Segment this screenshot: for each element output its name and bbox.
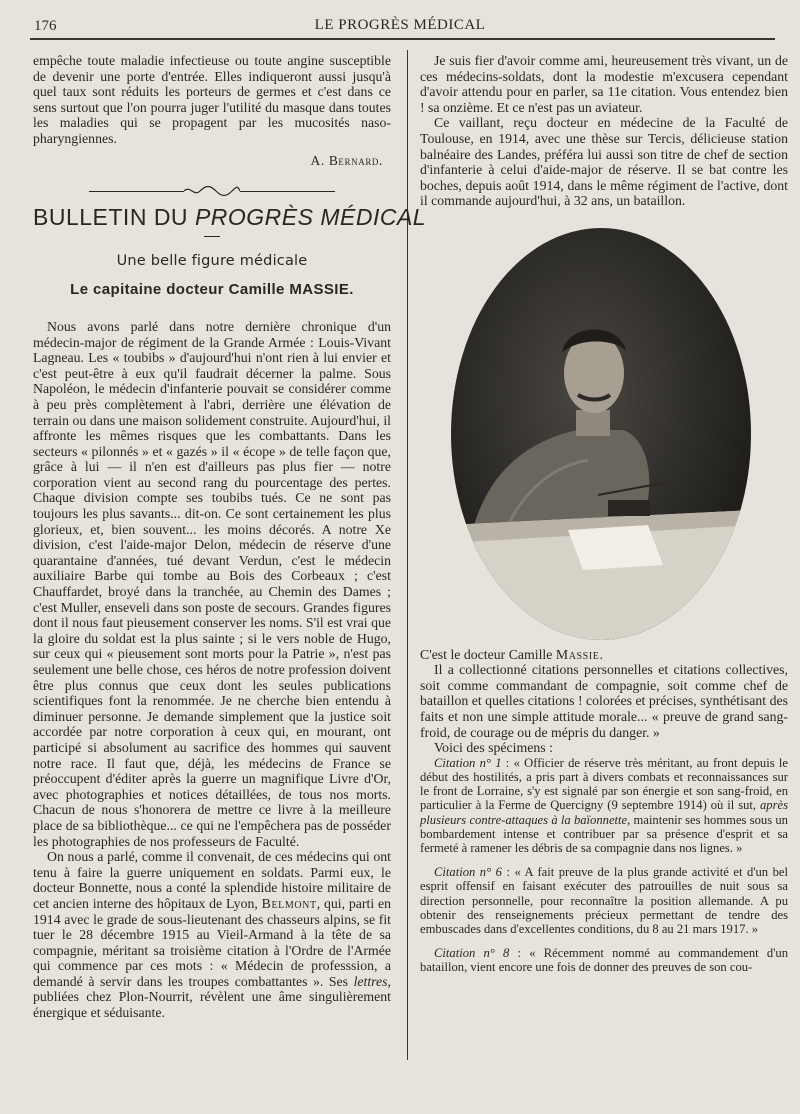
author-signature: A. Bernard. [310, 152, 383, 168]
ornament-divider [33, 184, 391, 198]
right-paragraph-3: Il a collectionné citations personnelles et citations collectives, soit comme commandant de compagnie, soit comme chef de bataillon et quelles citations ! colorées et précises, synthétisant des faits et non une simple attitude morale... « preuve de grand sang-froid, de courage ou de mépris du danger. » [420, 662, 788, 740]
intro-paragraph: empêche toute maladie infectieuse ou toute angine susceptible de devenir une porte d'entrée. Elles indiqueront aussi jusqu'à quel taux sont réduits les porteurs de germes et c'est dans ce sens surtout que l'on pourra juger l'utilité du masque dans toutes les maladies qui se propagent par les mucosités naso-pharyngiennes. [33, 53, 391, 146]
header-rule [30, 38, 775, 40]
portrait-photo [448, 225, 754, 643]
article-title: Le capitaine docteur Camille MASSIE. [70, 281, 354, 299]
left-column [33, 53, 427, 1021]
person-name-belmont: Belmont [261, 895, 317, 911]
article-paragraph-2: On nous a parlé, comme il convenait, de ces médecins qui ont tenu à faire la guerre uniquement en soldats. Parmi eux, le docteur Bonnette, nous a conté la splendide histoire militaire de cet ancien interne des hôpitaux de Lyon, Belmont, qui, parti en 1914 avec le grade de sous-lieutenant des chasseurs alpins, se fit tuer le 28 décembre 1915 au Vieil-Armand à la tête de sa compagnie, méritant sa troisième citation à l'Ordre de l'Armée qui commence par ces mots : « Médecin de professsion, a demandé à servir dans les troupes combattantes ». Ses lettres, publiées chez Plon-Nourrit, révèlent une âme singulièrement énergique et séduisante. [33, 849, 391, 1021]
right-paragraph-1: Je suis fier d'avoir comme ami, heureusement très vivant, un de ces médecins-soldats, dont la modestie m'excusera cependant d'avoir attendu pour en parler, sa 11e citation. Vous entendez bien ! sa onzième. Et ce n'est pas un aviateur. [420, 53, 788, 115]
column-divider [407, 50, 408, 1060]
specimens-lead: Voici des spécimens : [434, 740, 553, 756]
citation-8: Citation n° 8 : « Récemment nommé au commandement d'un bataillon, vient encore une fois de donner des preuves de son cou- [420, 946, 788, 975]
article-paragraph-1: Nous avons parlé dans notre dernière chronique d'un médecin-major de régiment de la Grande Armée : Louis-Vivant Lagneau. Les « toubibs » d'aujourd'hui n'ont rien à lui envier et c'est peut-être à eux qu'il faudrait décerner la palme. Sous Napoléon, le médecin d'infanterie pouvait se considérer comme à peu près complètement à l'abri, derrière une élévation de terrain ou dans une maison solidement construite. Aujourd'hui, il affronte les mêmes risques que les combattants. Dans les secteurs « pilonnés » et « gazés » il « écope » de telle façon que, grâce à lui — il n'en est d'ailleurs pas plus fier — notre corporation vient au second rang du pourcentage des pertes. Chaque division compte ses toubibs tués. Ce ne sont pas toujours les plus savants... dit-on. Ce sont certainement les plus glorieux, et, bien souvent... les moins décorés. A notre Xe division, c'est l'aide-major Delon, médecin de réserve d'une quarantaine d'années, tué devant Verdun, c'est le médecin auxiliaire Barbe qui tombe au Bois des Corbeaux ; c'est Chauffardet, broyé dans la tranchée, au Chemin des Dames ; c'est Muller, enseveli dans son poste de secours. Grandes figures dont il nous faut pieusement conserver les noms. S'il est vrai que la gloire du soldat est la plus sainte ; si le vers noble de Hugo, sur ceux qui « pieusement sont morts pour la Patrie », n'est pas seulement une belle chose, ces héros de notre profession doivent être plus connus que ceux dont les seules publications scientifiques font la renommée. Je ne cherche bien entendu à diminuer personne. Je demande simplement que la justice soit accordée par notre corporation à ceux qui, en mourant, ont participé si absolument au sacrifice des hommes qui sauvent notre race. Il faut que, déjà, les médecins de France se préoccupent d'éditer après la guerre un magnifique Livre d'Or, avec photographies et notices détaillées, de tous nos morts. Chacun de nous s'honorera de mettre ce livre à la meilleure place de sa bibliothèque... ce qui ne l'empêchera pas de posséder les photographies de nos professeurs de Faculté. [33, 318, 391, 849]
page-header [30, 16, 770, 38]
article-title-name: MASSIE [289, 281, 350, 299]
letters-reference: lettres [353, 973, 388, 989]
caption-name: Massie [555, 646, 600, 662]
running-title: LE PROGRÈS MÉDICAL [314, 17, 486, 33]
citation-1: Citation n° 1 : « Officier de réserve très méritant, au front depuis le début des hostilités, a pris part à divers combats et reconnaissances sur le front de Lorraine, s'y est signalé par son énergie et son sang-froid, en particulier à la Ferme de Quercigny (9 septembre 1914) où il sut, après plusieurs contre-attaques à la baïonnette, maintenir ses hommes sous un bombardement intense et contribuer par sa présence d'esprit et sa fermeté à ramener les débris de sa compagnie dans nos lignes. » [420, 755, 788, 855]
bulletin-title-journal: PROGRÈS MÉDICAL [194, 204, 427, 231]
title-rule [204, 236, 220, 237]
citation-label: Citation n° 8 [434, 946, 510, 961]
portrait-caption: C'est le docteur Camille Massie. [420, 646, 603, 662]
right-column [420, 53, 788, 975]
page-number: 176 [34, 18, 57, 34]
squiggle-ornament-icon [184, 185, 240, 197]
citation-label: Citation n° 1 [434, 755, 502, 770]
right-paragraph-2: Ce vaillant, reçu docteur en médecine de la Faculté de Toulouse, en 1914, avec une thèse sur Tercis, délicieuse station balnéaire des Landes, préféra lui aussi son titre de chef de section d'infanterie à celui d'aide-major de réserve. Il se bat contre les boches, depuis août 1914, dans le même régiment de l'active, dont il commande aujourd'hui, à 32 ans, un bataillon. [420, 115, 788, 209]
citation-6: Citation n° 6 : « A fait preuve de la plus grande activité et d'un bel esprit offensif en faisant exécuter des patrouilles de nuit sous sa direction personnelle, pour reconnaître la position allemande. A pu obtenir des renseignements précieux permettant de tendre des embuscades dans d'excellentes conditions, du 8 au 21 mars 1917. » [420, 865, 788, 936]
bulletin-title: BULLETIN DU PROGRÈS MÉDICAL [33, 204, 427, 231]
section-subtitle: Une belle figure médicale [116, 252, 308, 269]
citation-label: Citation n° 6 [434, 865, 502, 880]
